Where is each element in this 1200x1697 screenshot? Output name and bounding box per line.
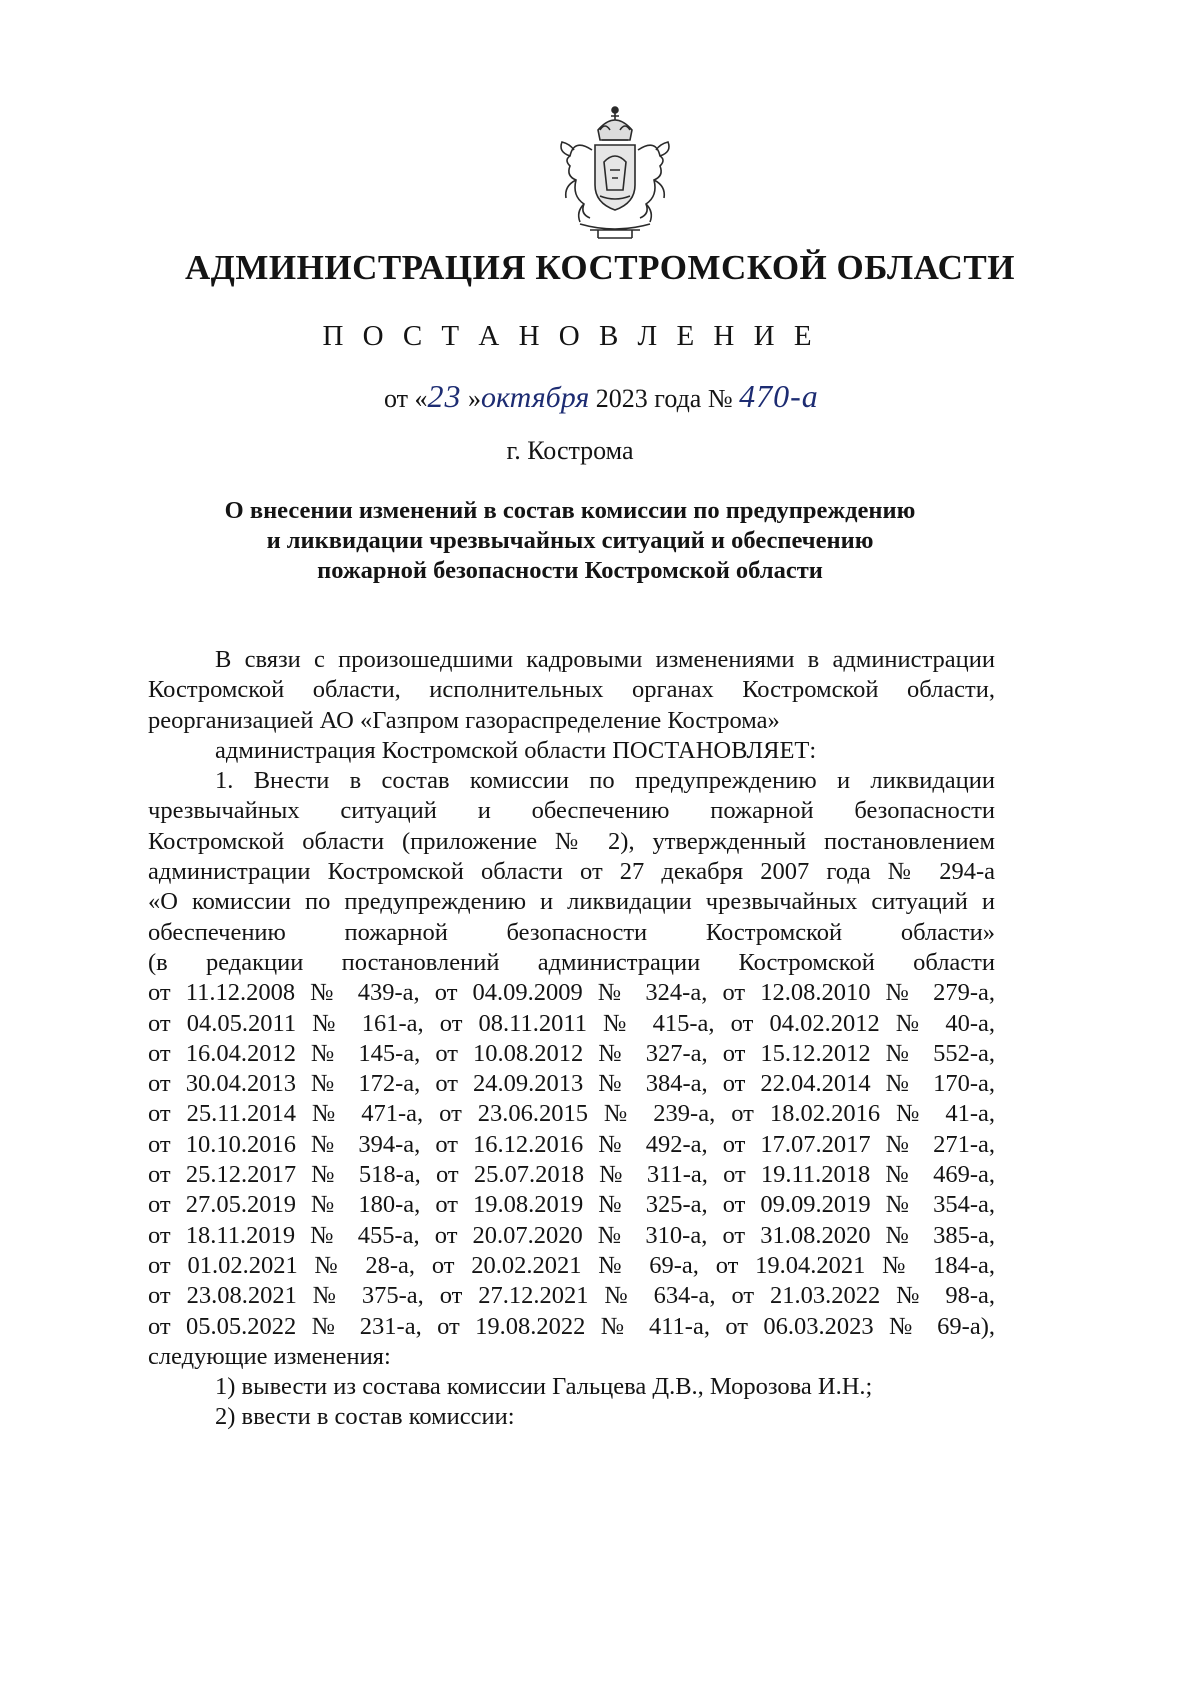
- date-year-text: 2023 года №: [589, 384, 740, 413]
- body-line: от 27.05.2019 № 180-а, от 19.08.2019 № 325-а, от 09.09.2019 № 354-а,: [148, 1191, 995, 1219]
- handwritten-day: 23: [427, 378, 462, 414]
- body-line: от 30.04.2013 № 172-а, от 24.09.2013 № 384-а, от 22.04.2014 № 170-а,: [148, 1070, 995, 1098]
- body-line: от 11.12.2008 № 439-а, от 04.09.2009 № 324-а, от 12.08.2010 № 279-а,: [148, 979, 995, 1007]
- date-line: [384, 378, 819, 415]
- body-line: от 10.10.2016 № 394-а, от 16.12.2016 № 492-а, от 17.07.2017 № 271-а,: [148, 1130, 995, 1158]
- body-line: 2) ввести в состав комиссии:: [215, 1403, 515, 1431]
- body-line: чрезвычайных ситуаций и обеспечению пожарной безопасности: [148, 797, 995, 825]
- body-line: от 18.11.2019 № 455-а, от 20.07.2020 № 310-а, от 31.08.2020 № 385-а,: [148, 1221, 995, 1249]
- body-line: от 23.08.2021 № 375-а, от 27.12.2021 № 634-а, от 21.03.2022 № 98-а,: [148, 1282, 995, 1310]
- handwritten-month: октября: [481, 381, 590, 414]
- body-line: 1) вывести из состава комиссии Гальцева Д.В., Морозова И.Н.;: [215, 1373, 873, 1401]
- handwritten-number: 470-а: [739, 378, 819, 414]
- body-line: от 01.02.2021 № 28-а, от 20.02.2021 № 69-а, от 19.04.2021 № 184-а,: [148, 1251, 995, 1279]
- body-line: (в редакции постановлений администрации Костромской области: [148, 948, 995, 976]
- document-type: П О С Т А Н О В Л Е Н И Е: [322, 320, 818, 352]
- body-line: «О комиссии по предупреждению и ликвидации чрезвычайных ситуаций и: [148, 888, 995, 916]
- body-line: от 25.12.2017 № 518-а, от 25.07.2018 № 311-а, от 19.11.2018 № 469-а,: [148, 1161, 995, 1189]
- organization-heading: АДМИНИСТРАЦИЯ КОСТРОМСКОЙ ОБЛАСТИ: [185, 248, 1015, 287]
- date-quote-close: »: [461, 384, 482, 413]
- body-line: от 05.05.2022 № 231-а, от 19.08.2022 № 411-а, от 06.03.2023 № 69-а),: [148, 1312, 995, 1340]
- title-line: О внесении изменений в состав комиссии по предупреждению: [224, 497, 916, 524]
- body-line: обеспечению пожарной безопасности Костромской области»: [148, 918, 995, 946]
- title-line: и ликвидации чрезвычайных ситуаций и обеспечению: [266, 527, 874, 554]
- body-line: Костромской области, исполнительных органах Костромской области,: [148, 676, 995, 704]
- body-line: от 04.05.2011 № 161-а, от 08.11.2011 № 415-а, от 04.02.2012 № 40-а,: [148, 1009, 995, 1037]
- date-prefix: от «: [384, 384, 428, 413]
- city: г. Кострома: [506, 436, 634, 465]
- body-line: от 25.11.2014 № 471-а, от 23.06.2015 № 239-а, от 18.02.2016 № 41-а,: [148, 1100, 995, 1128]
- body-line: реорганизацией АО «Газпром газораспределение Кострома»: [148, 706, 780, 734]
- body-line: В связи с произошедшими кадровыми изменениями в администрации: [215, 646, 995, 673]
- coat-of-arms-icon: [540, 100, 690, 250]
- document-body: [148, 645, 995, 1433]
- document-title: [0, 496, 1140, 586]
- body-line: 1. Внести в состав комиссии по предупреждению и ликвидации: [215, 767, 995, 795]
- title-line: пожарной безопасности Костромской области: [317, 557, 823, 584]
- body-line: администрации Костромской области от 27 декабря 2007 года № 294-а: [148, 858, 995, 886]
- body-line: следующие изменения:: [148, 1342, 391, 1370]
- body-line: администрация Костромской области ПОСТАНОВЛЯЕТ:: [215, 736, 817, 764]
- body-line: от 16.04.2012 № 145-а, от 10.08.2012 № 327-а, от 15.12.2012 № 552-а,: [148, 1039, 995, 1067]
- body-line: Костромской области (приложение № 2), утвержденный постановлением: [148, 827, 995, 855]
